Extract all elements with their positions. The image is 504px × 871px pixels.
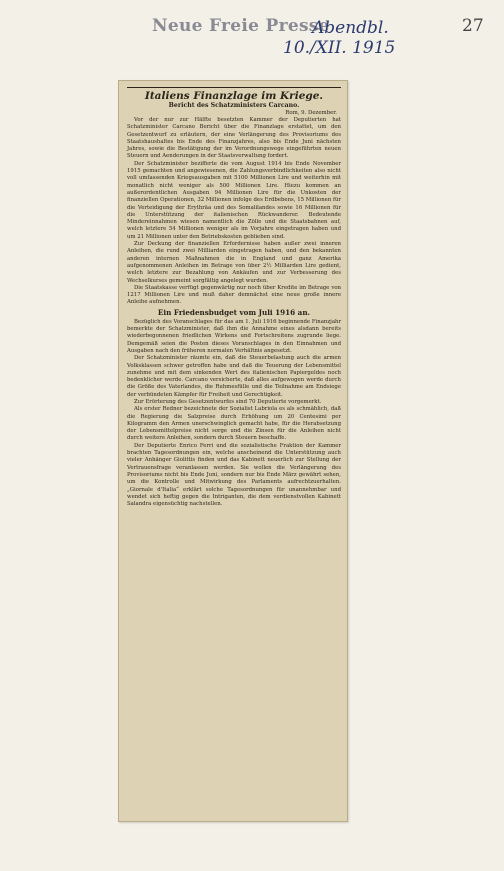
- paragraph: Der Schatzminister räumte ein, daß die Steuerbelastung auch die armen Volksklassen schwer getroffen habe und daß die Teuerung der Lebensmittel zunehme und mit dem sinkenden Wert des italienischen Papiergeldes noch bedenklicher werde. Carcano versicherte, daß alles aufgewogen werde durch die Größe des Vaterlandes, die Ruhmesfülle und die Teilnahme am Endsiege der verbündeten Kämpfer für Freiheit und Gerechtigkeit.: [127, 355, 341, 398]
- handwritten-date: 10./XII. 1915: [283, 38, 396, 58]
- article-title: Italiens Finanzlage im Kriege.: [144, 90, 324, 102]
- dateline: Rom, 9. Dezember.: [285, 110, 337, 116]
- section-heading: Ein Friedensbudget vom Juli 1916 an.: [157, 307, 311, 317]
- paragraph: Zur Erörterung des Gesetzentwurfes sind 70 Deputierte vorgemerkt.: [134, 398, 322, 405]
- top-rule: [127, 87, 341, 88]
- paragraph: Der Schatzminister bezifferte die vom August 1914 bis Ende November 1915 gemachten und angewiesenen, die Zahlungsverbindlichkeiten also nicht voll umfassenden Kriegsausgaben mit 5100 Millionen Lire und weiterhin mit monatlich nicht weniger als 500 Millionen Lire. Hiezu kommen an außerordentlichen Ausgaben 94 Millionen Lire für die Unkosten der finanziellen Operationen, 32 Millionen infolge des Erdbebens, 15 Millionen für die Verteidigung der Erythräa und des Somalilandes sowie 16 Millionen für die Unterstützung der italienischen Rückwanderer. Bedeutende Mindereinnahmen wiesen namentlich die Zölle und die Staatsbahnen auf, welch letztere 54 Millionen weniger als im Vorjahre eingetragen haben und um 21 Millionen unter den Betriebskosten geblieben sind.: [127, 160, 341, 240]
- paragraph: Bezüglich des Voranschlages für das am 1. Juli 1916 beginnende Finanzjahr bemerkte der Schatzminister, daß ihm die Annahme eines alsdann bereits wiederbegonnenen friedlichen Wirkens und Fortschreitens zugrunde liege. Demgemäß seien die Posten dieses Voranschlages in den Einnahmen und Ausgaben nach den früheren normalen Verhältnis angesetzt.: [127, 318, 341, 354]
- paragraph: Als erster Redner bezeichnete der Sozialist Labriola es als schmählich, daß die Regierung die Salzpreise durch Erhöhung um 20 Centesimi per Kilogramm den Armen unerschwinglich gemacht habe, für die Herabsetzung der Lebensmittelpreise nicht sorge und die Zinsen für die Anleihen nicht durch weitere Anleihen, sondern durch Steuern beschaffe.: [127, 406, 341, 442]
- paragraph: Der Deputierte Enrico Ferri und die sozialistische Fraktion der Kammer brachten Tagesordnungen ein, welche anscheinend die Unterstützung auch vieler Anhänger Giolittis finden und das Kabinett neuerlich zur Stellung der Vertrauensfrage veranlassen werden. Sie wollen die Verlängerung des Provisoriums nicht bis Ende Juni, sondern nur bis Ende März gewährt sehen, um die Kontrolle und Mitwirkung des Parlaments aufrechtzuerhalten. „Giornale d'Italia“ erklärt solche Tagesordnungen für unannehmbar und wendet sich heftig gegen die Intriganten, die dem verdienstvollen Kabinett Salandra eigensüchtig nachstellen.: [127, 442, 341, 508]
- handwritten-edition: Abendbl.: [312, 18, 389, 38]
- paragraph: Vor der nur zur Hälfte besetzten Kammer der Deputierten hat Schatzminister Carcano Bericht über die Finanzlage erstattet, um den Gesetzentwurf zu erläutern, der eine Verlängerung des Provisoriums des Staatshaushaltes bis Ende des Finanzjahres, also bis Ende Juni nächsten Jahres, sowie die Bestätigung der im Verordnungswege eingeführten neuen Steuern und Aenderungen in der Staatsverwaltung fordert.: [127, 117, 341, 160]
- page-number: 27: [462, 16, 484, 36]
- paragraph: Zur Deckung der finanziellen Erfordernisse haben außer zwei inneren Anleihen, die rund zwei Milliarden eingetragen haben, und den bekannten anderen internen Maßnahmen die in England und ganz Amerika aufgenommenen Anleihen im Betrage von über 2½ Milliarden Lire gedient, welch letztere zur Bezahlung von Ankäufen und zur Verbesserung des Wechselkurses gemeint sorgfältig angelegt wurden.: [127, 241, 341, 284]
- newspaper-stamp: Neue Freie Presse: [152, 16, 330, 36]
- newspaper-clipping: [118, 80, 348, 822]
- paragraph: Die Staatskasse verfügt gegenwärtig nur noch über Kredite im Betrage von 1217 Millionen Lire und muß daher demnächst eine neue große innere Anleihe aufnehmen.: [127, 284, 341, 306]
- article-subtitle: Bericht des Schatzministers Carcano.: [168, 102, 300, 109]
